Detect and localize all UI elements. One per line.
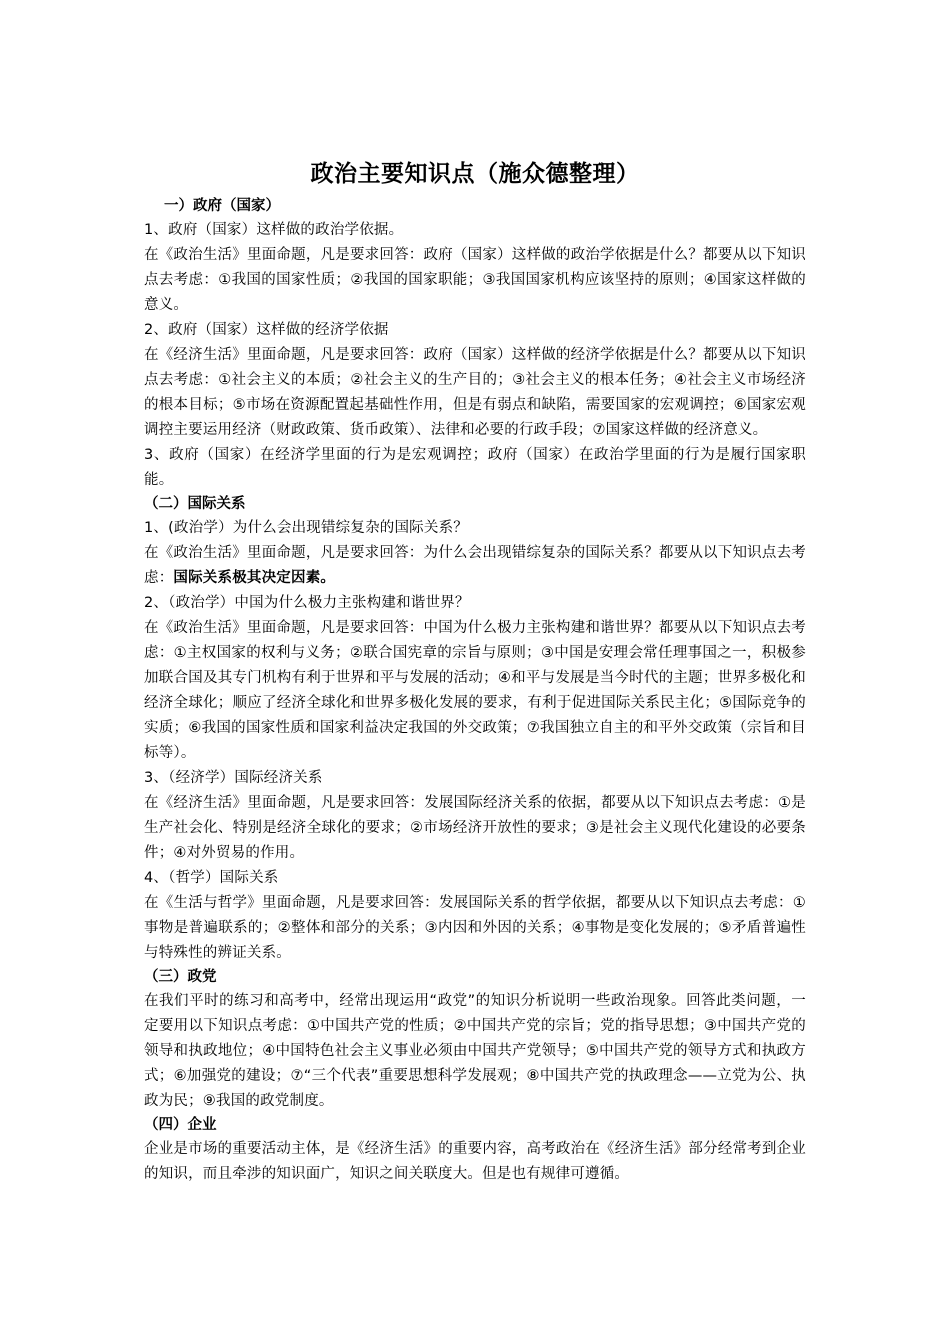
section-heading-international-relations: （二）国际关系 [144, 496, 246, 512]
answer-paragraph: 在《政治生活》里面命题，凡是要求回答：政府（国家）这样做的政治学依据是什么？都要从以下知识点去考虑：①我国的国家性质；②我国的国家职能；③我国国家机构应该坚持的原则；④国家这样做的意义。 [144, 247, 806, 313]
answer-paragraph: 3、政府（国家）在经济学里面的行为是宏观调控；政府（国家）在政治学里面的行为是履行国家职能。 [144, 447, 806, 488]
answer-paragraph: 在《生活与哲学》里面命题，凡是要求回答：发展国际关系的哲学依据，都要从以下知识点去考虑：①事物是普遍联系的；②整体和部分的关系；③内因和外因的关系；④事物是变化发展的；⑤矛盾普遍性与特殊性的辨证关系。 [144, 895, 806, 961]
answer-paragraph: 在《经济生活》里面命题，凡是要求回答：政府（国家）这样做的经济学依据是什么？都要从以下知识点去考虑：①社会主义的本质；②社会主义的生产目的；③社会主义的根本任务；④社会主义市场经济的根本目标；⑤市场在资源配置起基础性作用，但是有弱点和缺陷，需要国家的宏观调控；⑥国家宏观调控主要运用经济（财政政策、货币政策）、法律和必要的行政手段；⑦国家这样做的经济意义。 [144, 347, 806, 438]
answer-paragraph: 在《政治生活》里面命题，凡是要求回答：中国为什么极力主张构建和谐世界？都要从以下知识点去考虑：①主权国家的权利与义务；②联合国宪章的宗旨与原则；③中国是安理会常任理事国之一，积极参加联合国及其专门机构有利于世界和平与发展的活动；④和平与发展是当今时代的主题；世界多极化和经济全球化；顺应了经济全球化和世界多极化发展的要求，有利于促进国际关系民主化；⑤国际竞争的实质；⑥我国的国家性质和国家利益决定我国的外交政策；⑦我国独立自主的和平外交政策（宗旨和目标等）。 [144, 620, 806, 761]
section-heading-political-party: （三）政党 [144, 969, 217, 985]
question-line: 1、政府（国家）这样做的政治学依据。 [144, 222, 404, 238]
answer-paragraph: 企业是市场的重要活动主体，是《经济生活》的重要内容，高考政治在《经济生活》部分经常考到企业的知识，而且牵涉的知识面广，知识之间关联度大。但是也有规律可遵循。 [144, 1141, 806, 1182]
answer-text: 在《政治生活》里面命题，凡是要求回答：为什么会出现错综复杂的国际关系？都要从以下知识点去考虑： [144, 545, 806, 586]
question-line: 4、（哲学）国际关系 [144, 870, 279, 886]
section-heading-government: 一）政府（国家） [164, 198, 280, 214]
answer-paragraph [144, 541, 806, 591]
question-line: 2、政府（国家）这样做的经济学依据 [144, 322, 389, 338]
section-heading-enterprise: （四）企业 [144, 1117, 217, 1133]
question-line: 1、(政治学）为什么会出现错综复杂的国际关系？ [144, 520, 468, 536]
document-page [144, 156, 806, 1187]
answer-paragraph: 在《经济生活》里面命题，凡是要求回答：发展国际经济关系的依据，都要从以下知识点去考虑：①是生产社会化、特别是经济全球化的要求；②市场经济开放性的要求；③是社会主义现代化建设的必要条件；④对外贸易的作用。 [144, 795, 806, 861]
question-line: 2、（政治学）中国为什么极力主张构建和谐世界？ [144, 595, 470, 611]
document-title: 政治主要知识点（施众德整理） [310, 161, 640, 187]
answer-bold-text: 国际关系极其决定因素。 [173, 570, 336, 586]
answer-paragraph: 在我们平时的练习和高考中，经常出现运用“政党”的知识分析说明一些政治现象。回答此类问题，一定要用以下知识点考虑：①中国共产党的性质；②中国共产党的宗旨；党的指导思想；③中国共产党的领导和执政地位；④中国特色社会主义事业必须由中国共产党领导；⑤中国共产党的领导方式和执政方式；⑥加强党的建设；⑦“三个代表”重要思想科学发展观；⑧中国共产党的执政理念——立党为公、执政为民；⑨我国的政党制度。 [144, 993, 806, 1109]
question-line: 3、（经济学）国际经济关系 [144, 770, 323, 786]
